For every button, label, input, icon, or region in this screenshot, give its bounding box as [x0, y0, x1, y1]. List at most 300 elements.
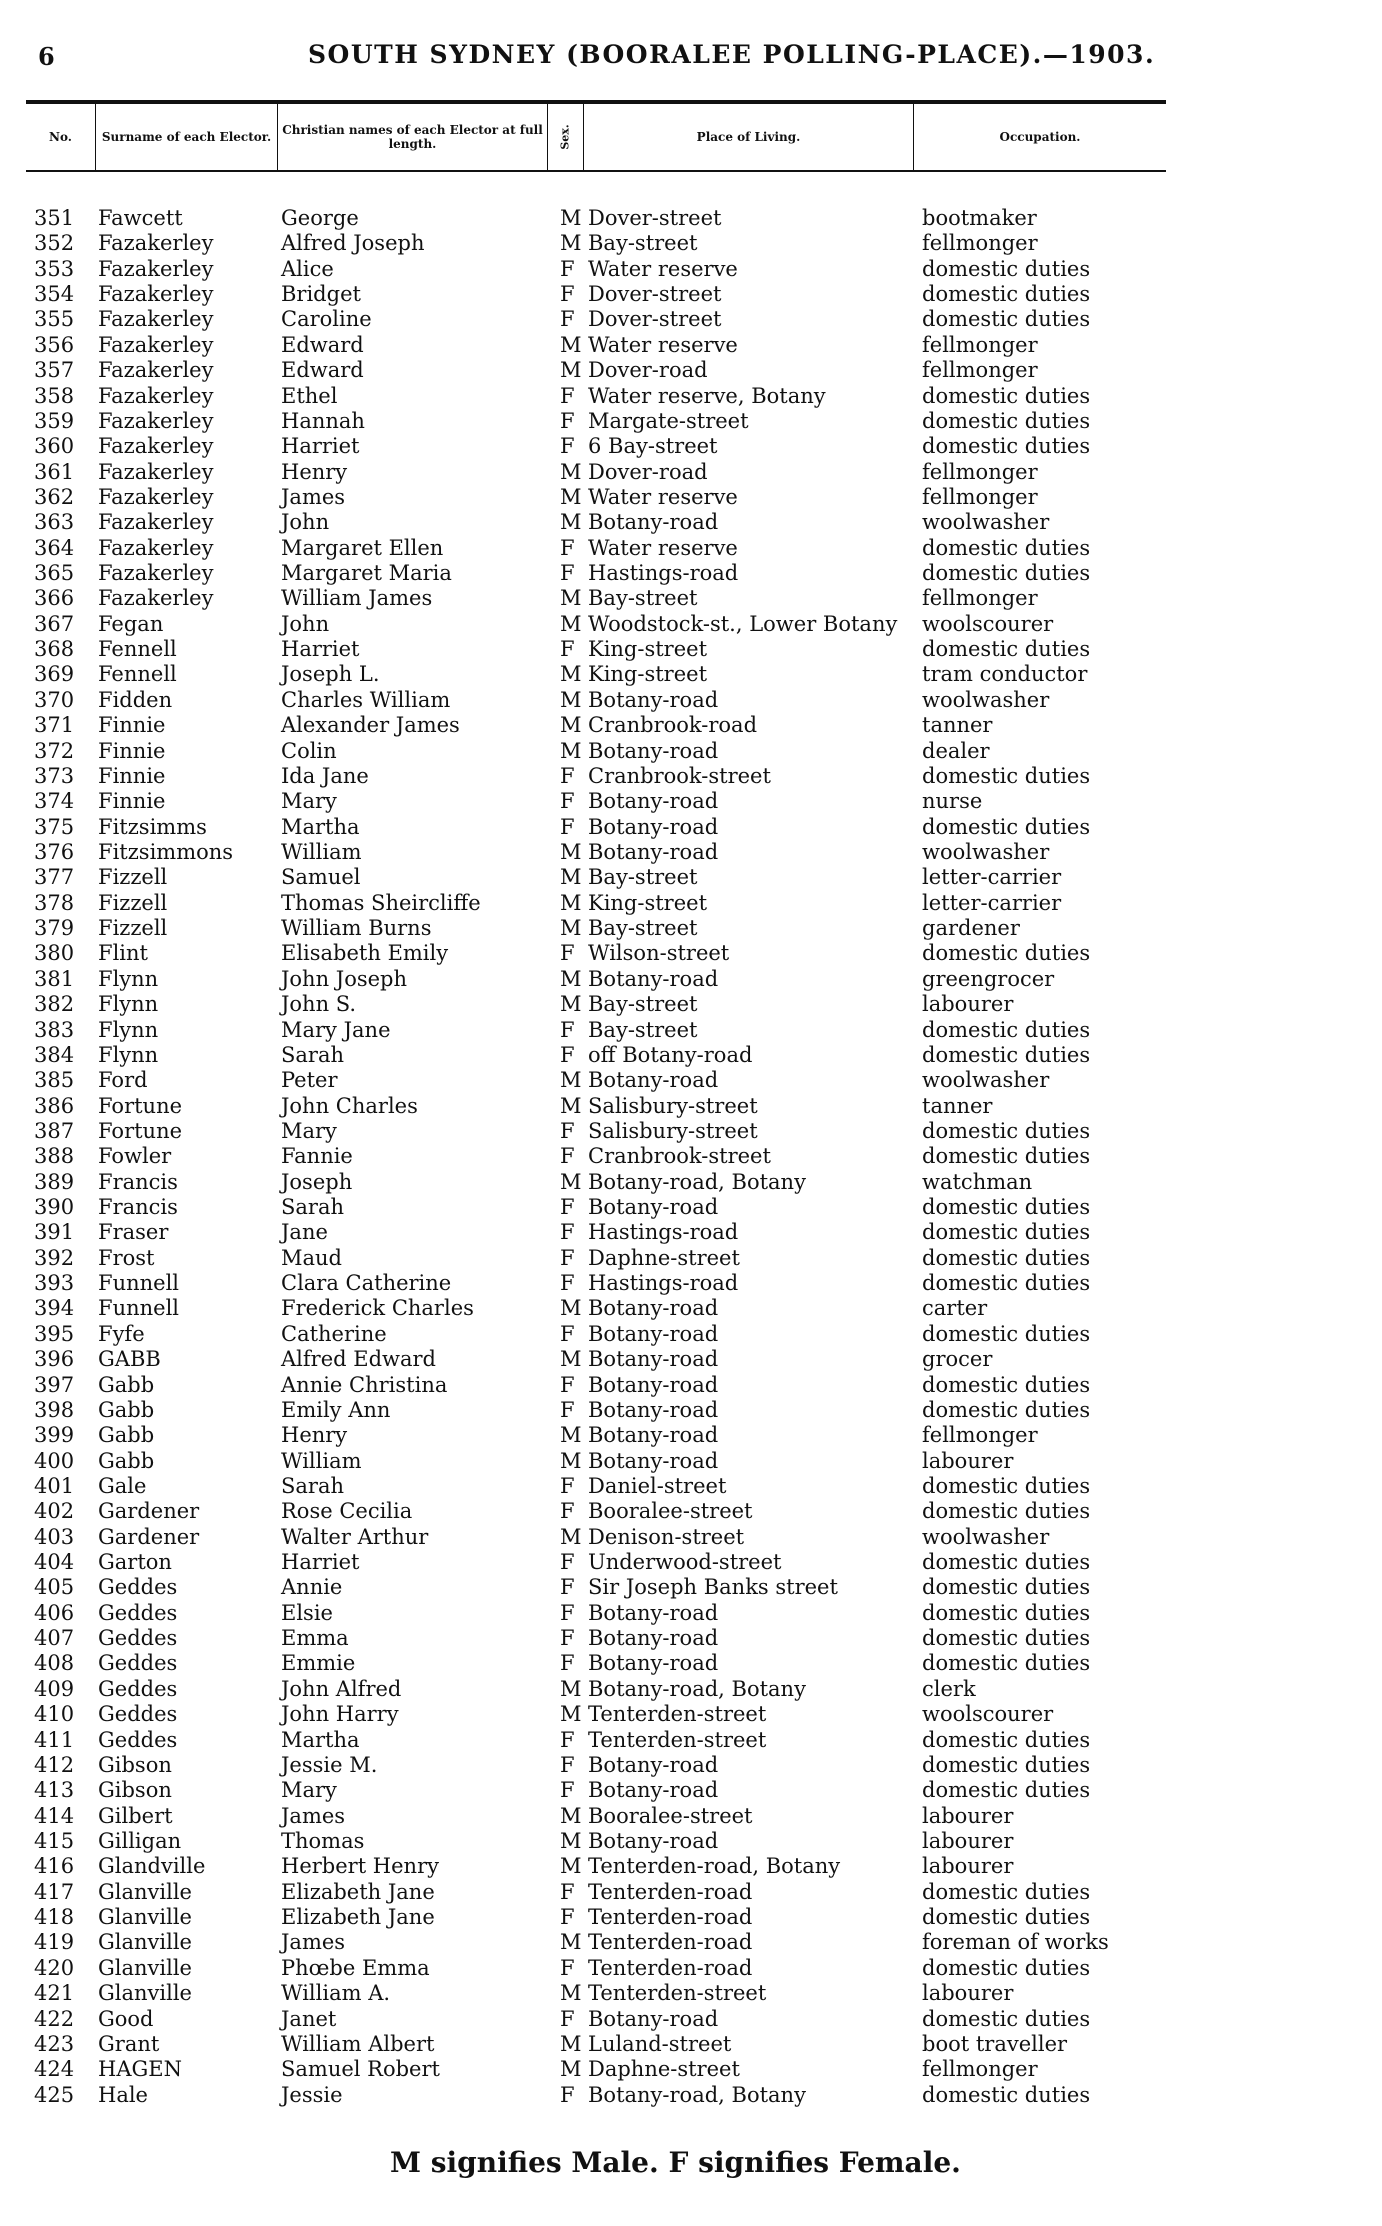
- elector-place-of-living: Hastings-road: [588, 1220, 739, 1245]
- elector-sex: M: [560, 484, 582, 509]
- elector-occupation: woolwasher: [922, 1524, 1050, 1549]
- elector-sex: M: [560, 890, 582, 915]
- table-row: [0, 1322, 1382, 1347]
- elector-place-of-living: Botany-road: [588, 839, 719, 864]
- elector-christian-names: Charles William: [281, 687, 451, 712]
- elector-number: 372: [34, 738, 75, 763]
- elector-surname: Fowler: [98, 1144, 172, 1169]
- header-col-occupation: [914, 104, 1166, 170]
- elector-sex: F: [560, 1473, 575, 1498]
- elector-place-of-living: Booralee-street: [588, 1499, 753, 1524]
- elector-christian-names: Rose Cecilia: [281, 1499, 413, 1524]
- elector-sex: M: [560, 916, 582, 941]
- elector-place-of-living: Tenterden-road: [588, 1955, 753, 1980]
- elector-occupation: domestic duties: [922, 1195, 1091, 1220]
- elector-sex: M: [560, 1803, 582, 1828]
- elector-sex: M: [560, 1296, 582, 1321]
- elector-place-of-living: Dover-street: [588, 307, 722, 332]
- table-row: [0, 510, 1382, 535]
- elector-number: 378: [34, 890, 75, 915]
- elector-surname: Fortune: [98, 1118, 183, 1143]
- elector-occupation: domestic duties: [922, 535, 1091, 560]
- elector-sex: F: [560, 1905, 575, 1930]
- elector-place-of-living: Cranbrook-road: [588, 713, 758, 738]
- header-no-label: No.: [49, 130, 72, 144]
- elector-surname: HAGEN: [98, 2057, 182, 2082]
- elector-sex: F: [560, 535, 575, 560]
- elector-christian-names: Emily Ann: [281, 1397, 391, 1422]
- elector-place-of-living: Botany-road: [588, 1626, 719, 1651]
- table-row: [0, 1550, 1382, 1575]
- elector-surname: Grant: [98, 2031, 160, 2056]
- elector-christian-names: James: [281, 1930, 346, 1955]
- elector-number: 386: [34, 1093, 75, 1118]
- header-place-label: Place of Living.: [696, 130, 801, 144]
- table-row: [0, 1956, 1382, 1981]
- elector-number: 354: [34, 282, 75, 307]
- table-row: [0, 206, 1382, 231]
- elector-occupation: domestic duties: [922, 941, 1091, 966]
- elector-sex: M: [560, 1702, 582, 1727]
- elector-christian-names: John: [281, 510, 330, 535]
- table-row: [0, 941, 1382, 966]
- elector-number: 405: [34, 1575, 75, 1600]
- elector-occupation: woolwasher: [922, 839, 1050, 864]
- table-row: [0, 891, 1382, 916]
- elector-christian-names: Clara Catherine: [281, 1271, 452, 1296]
- elector-christian-names: Mary: [281, 1778, 337, 1803]
- elector-place-of-living: Water reserve: [588, 332, 738, 357]
- header-rule-bottom: [26, 170, 1166, 172]
- elector-christian-names: Mary: [281, 1118, 337, 1143]
- elector-sex: F: [560, 763, 575, 788]
- elector-place-of-living: Tenterden-road: [588, 1905, 753, 1930]
- table-row: [0, 840, 1382, 865]
- elector-surname: Glanville: [98, 1879, 192, 1904]
- elector-place-of-living: Bay-street: [588, 916, 698, 941]
- table-row: [0, 865, 1382, 890]
- table-row: [0, 789, 1382, 814]
- elector-occupation: greengrocer: [922, 966, 1055, 991]
- elector-number: 412: [34, 1752, 75, 1777]
- table-row: [0, 2083, 1382, 2108]
- table-row: [0, 1068, 1382, 1093]
- elector-occupation: fellmonger: [922, 332, 1038, 357]
- elector-place-of-living: Daniel-street: [588, 1473, 727, 1498]
- elector-surname: Fazakerley: [98, 307, 214, 332]
- elector-occupation: domestic duties: [922, 256, 1091, 281]
- table-row: [0, 1296, 1382, 1321]
- elector-surname: Glanville: [98, 1955, 192, 1980]
- elector-christian-names: Janet: [281, 2006, 337, 2031]
- elector-surname: Finnie: [98, 713, 166, 738]
- elector-surname: GABB: [98, 1347, 161, 1372]
- table-row: [0, 586, 1382, 611]
- elector-number: 397: [34, 1372, 75, 1397]
- elector-occupation: domestic duties: [922, 1955, 1091, 1980]
- elector-surname: Fazakerley: [98, 332, 214, 357]
- table-row: [0, 536, 1382, 561]
- elector-occupation: domestic duties: [922, 1144, 1091, 1169]
- table-row: [0, 1246, 1382, 1271]
- elector-christian-names: William: [281, 1448, 362, 1473]
- elector-sex: F: [560, 1600, 575, 1625]
- elector-christian-names: Margaret Ellen: [281, 535, 444, 560]
- elector-sex: F: [560, 408, 575, 433]
- elector-number: 363: [34, 510, 75, 535]
- elector-number: 366: [34, 586, 75, 611]
- elector-place-of-living: Luland-street: [588, 2031, 732, 2056]
- elector-surname: Fazakerley: [98, 434, 214, 459]
- table-row: [0, 1170, 1382, 1195]
- elector-sex: M: [560, 586, 582, 611]
- elector-sex: M: [560, 1093, 582, 1118]
- elector-surname: Fazakerley: [98, 231, 214, 256]
- elector-occupation: domestic duties: [922, 1118, 1091, 1143]
- elector-number: 360: [34, 434, 75, 459]
- elector-number: 369: [34, 662, 75, 687]
- elector-surname: Fortune: [98, 1093, 183, 1118]
- elector-surname: Fazakerley: [98, 561, 214, 586]
- elector-surname: Glanville: [98, 1905, 192, 1930]
- elector-number: 356: [34, 332, 75, 357]
- elector-place-of-living: Tenterden-street: [588, 1727, 767, 1752]
- table-row: [0, 1499, 1382, 1524]
- elector-occupation: domestic duties: [922, 1245, 1091, 1270]
- elector-christian-names: John Alfred: [281, 1676, 402, 1701]
- elector-christian-names: James: [281, 1803, 346, 1828]
- table-row: [0, 1728, 1382, 1753]
- elector-occupation: labourer: [922, 1854, 1014, 1879]
- elector-surname: Flint: [98, 941, 148, 966]
- table-row: [0, 1930, 1382, 1955]
- elector-christian-names: Maud: [281, 1245, 342, 1270]
- elector-number: 420: [34, 1955, 75, 1980]
- elector-place-of-living: Botany-road: [588, 1372, 719, 1397]
- table-row: [0, 1880, 1382, 1905]
- table-row: [0, 662, 1382, 687]
- elector-sex: F: [560, 941, 575, 966]
- elector-surname: Glanville: [98, 1981, 192, 2006]
- elector-occupation: domestic duties: [922, 1372, 1091, 1397]
- elector-surname: Fazakerley: [98, 383, 214, 408]
- elector-christian-names: Thomas: [281, 1829, 365, 1853]
- elector-place-of-living: Botany-road: [588, 1068, 719, 1093]
- elector-occupation: carter: [922, 1296, 988, 1321]
- elector-occupation: fellmonger: [922, 2057, 1038, 2082]
- elector-number: 422: [34, 2006, 75, 2031]
- elector-occupation: domestic duties: [922, 1752, 1091, 1777]
- elector-number: 367: [34, 611, 75, 636]
- elector-sex: M: [560, 459, 582, 484]
- elector-sex: F: [560, 1879, 575, 1904]
- elector-number: 401: [34, 1473, 75, 1498]
- elector-sex: F: [560, 1626, 575, 1651]
- elector-place-of-living: Booralee-street: [588, 1803, 753, 1828]
- elector-christian-names: George: [281, 206, 359, 230]
- elector-christian-names: William Burns: [281, 916, 432, 941]
- elector-occupation: tram conductor: [922, 662, 1088, 687]
- elector-surname: Finnie: [98, 763, 166, 788]
- header-col-sex: [548, 104, 584, 170]
- elector-occupation: domestic duties: [922, 408, 1091, 433]
- elector-occupation: domestic duties: [922, 763, 1091, 788]
- elector-surname: Gabb: [98, 1372, 155, 1397]
- elector-place-of-living: Botany-road: [588, 1778, 719, 1803]
- elector-occupation: domestic duties: [922, 282, 1091, 307]
- elector-surname: Fraser: [98, 1220, 169, 1245]
- elector-place-of-living: Botany-road: [588, 814, 719, 839]
- elector-place-of-living: 6 Bay-street: [588, 434, 718, 459]
- elector-place-of-living: Botany-road: [588, 1448, 719, 1473]
- elector-surname: Fizzell: [98, 890, 168, 915]
- elector-surname: Gabb: [98, 1397, 155, 1422]
- elector-surname: Fazakerley: [98, 586, 214, 611]
- elector-christian-names: Walter Arthur: [281, 1524, 429, 1549]
- elector-place-of-living: Daphne-street: [588, 1245, 740, 1270]
- elector-christian-names: Alfred Edward: [281, 1347, 436, 1372]
- elector-surname: Funnell: [98, 1296, 180, 1321]
- elector-christian-names: Peter: [281, 1068, 338, 1093]
- elector-christian-names: William: [281, 839, 362, 864]
- elector-christian-names: Harriet: [281, 637, 360, 662]
- elector-sex: M: [560, 1169, 582, 1194]
- elector-occupation: woolscourer: [922, 1702, 1054, 1727]
- elector-number: 359: [34, 408, 75, 433]
- elector-number: 371: [34, 713, 75, 738]
- elector-occupation: fellmonger: [922, 484, 1038, 509]
- electors-list: [0, 206, 1382, 2108]
- elector-christian-names: Jessie M.: [281, 1752, 378, 1777]
- elector-sex: M: [560, 1524, 582, 1549]
- elector-number: 368: [34, 637, 75, 662]
- elector-christian-names: Frederick Charles: [281, 1296, 474, 1321]
- elector-occupation: domestic duties: [922, 561, 1091, 586]
- elector-christian-names: Emmie: [281, 1651, 356, 1676]
- elector-christian-names: Harriet: [281, 434, 360, 459]
- elector-sex: F: [560, 1271, 575, 1296]
- elector-number: 419: [34, 1930, 75, 1955]
- elector-sex: M: [560, 510, 582, 535]
- elector-occupation: letter-carrier: [922, 865, 1062, 890]
- elector-number: 400: [34, 1448, 75, 1473]
- elector-number: 357: [34, 358, 75, 383]
- elector-occupation: domestic duties: [922, 307, 1091, 332]
- table-row: [0, 434, 1382, 459]
- elector-christian-names: Ethel: [281, 383, 338, 408]
- elector-number: 370: [34, 687, 75, 712]
- elector-christian-names: Samuel Robert: [281, 2057, 440, 2082]
- elector-place-of-living: Botany-road: [588, 1829, 719, 1853]
- elector-place-of-living: Tenterden-street: [588, 1702, 767, 1727]
- elector-place-of-living: Botany-road: [588, 1397, 719, 1422]
- elector-sex: F: [560, 1321, 575, 1346]
- header-col-surname: [96, 104, 278, 170]
- elector-occupation: domestic duties: [922, 2006, 1091, 2031]
- elector-place-of-living: Salisbury-street: [588, 1093, 758, 1118]
- elector-number: 388: [34, 1144, 75, 1169]
- elector-number: 394: [34, 1296, 75, 1321]
- table-row: [0, 1474, 1382, 1499]
- elector-surname: Flynn: [98, 992, 159, 1017]
- elector-surname: Gilligan: [98, 1829, 182, 1853]
- elector-sex: F: [560, 1144, 575, 1169]
- table-row: [0, 1423, 1382, 1448]
- elector-christian-names: Alice: [281, 256, 334, 281]
- elector-number: 425: [34, 2082, 75, 2107]
- elector-place-of-living: King-street: [588, 890, 708, 915]
- elector-number: 390: [34, 1195, 75, 1220]
- elector-occupation: woolscourer: [922, 611, 1054, 636]
- table-row: [0, 1018, 1382, 1043]
- elector-number: 364: [34, 535, 75, 560]
- elector-place-of-living: Bay-street: [588, 231, 698, 256]
- page-title: SOUTH SYDNEY (BOORALEE POLLING-PLACE).—1903.: [308, 40, 1156, 69]
- elector-number: 409: [34, 1676, 75, 1701]
- elector-number: 408: [34, 1651, 75, 1676]
- elector-surname: Funnell: [98, 1271, 180, 1296]
- elector-sex: F: [560, 1499, 575, 1524]
- elector-occupation: watchman: [922, 1169, 1033, 1194]
- elector-occupation: fellmonger: [922, 1423, 1038, 1448]
- elector-place-of-living: Dover-road: [588, 459, 708, 484]
- elector-sex: F: [560, 637, 575, 662]
- elector-number: 353: [34, 256, 75, 281]
- elector-sex: M: [560, 1676, 582, 1701]
- elector-sex: M: [560, 1347, 582, 1372]
- elector-surname: Gibson: [98, 1752, 172, 1777]
- table-row: [0, 1829, 1382, 1854]
- table-row: [0, 1575, 1382, 1600]
- elector-christian-names: Thomas Sheircliffe: [281, 890, 481, 915]
- elector-occupation: labourer: [922, 1829, 1014, 1853]
- elector-place-of-living: Water reserve: [588, 484, 738, 509]
- elector-occupation: fellmonger: [922, 459, 1038, 484]
- table-row: [0, 688, 1382, 713]
- elector-number: 365: [34, 561, 75, 586]
- elector-number: 404: [34, 1550, 75, 1575]
- elector-occupation: letter-carrier: [922, 890, 1062, 915]
- page-number: 6: [38, 42, 55, 71]
- table-row: [0, 307, 1382, 332]
- table-row: [0, 1905, 1382, 1930]
- elector-number: 387: [34, 1118, 75, 1143]
- elector-place-of-living: Dover-road: [588, 358, 708, 383]
- elector-surname: Good: [98, 2006, 154, 2031]
- elector-surname: Geddes: [98, 1575, 178, 1600]
- elector-surname: Glanville: [98, 1930, 192, 1955]
- elector-occupation: domestic duties: [922, 1727, 1091, 1752]
- elector-sex: F: [560, 256, 575, 281]
- elector-sex: M: [560, 992, 582, 1017]
- elector-number: 393: [34, 1271, 75, 1296]
- elector-surname: Gale: [98, 1473, 147, 1498]
- table-row: [0, 1854, 1382, 1879]
- table-row: [0, 282, 1382, 307]
- header-sex-label: Sex.: [558, 124, 572, 150]
- elector-occupation: nurse: [922, 789, 983, 814]
- elector-christian-names: Sarah: [281, 1042, 344, 1067]
- elector-place-of-living: Dover-street: [588, 206, 722, 230]
- elector-surname: Fitzsimms: [98, 814, 207, 839]
- elector-occupation: grocer: [922, 1347, 993, 1372]
- table-row: [0, 460, 1382, 485]
- elector-place-of-living: Salisbury-street: [588, 1118, 758, 1143]
- elector-place-of-living: Botany-road: [588, 510, 719, 535]
- elector-place-of-living: Botany-road: [588, 1321, 719, 1346]
- elector-christian-names: Alexander James: [281, 713, 460, 738]
- elector-christian-names: Sarah: [281, 1195, 344, 1220]
- elector-occupation: woolwasher: [922, 1068, 1050, 1093]
- table-row: [0, 1195, 1382, 1220]
- elector-surname: Geddes: [98, 1727, 178, 1752]
- elector-surname: Fizzell: [98, 865, 168, 890]
- elector-surname: Fazakerley: [98, 408, 214, 433]
- elector-christian-names: Mary: [281, 789, 337, 814]
- table-row: [0, 1651, 1382, 1676]
- elector-surname: Fazakerley: [98, 510, 214, 535]
- elector-number: 374: [34, 789, 75, 814]
- header-col-place: [584, 104, 914, 170]
- elector-place-of-living: Botany-road: [588, 1600, 719, 1625]
- table-row: [0, 916, 1382, 941]
- elector-place-of-living: Botany-road: [588, 2006, 719, 2031]
- elector-surname: Finnie: [98, 789, 166, 814]
- table-row: [0, 1347, 1382, 1372]
- elector-christian-names: Joseph L.: [281, 662, 380, 687]
- header-col-no: [26, 104, 96, 170]
- elector-number: 392: [34, 1245, 75, 1270]
- elector-sex: M: [560, 332, 582, 357]
- table-row: [0, 1398, 1382, 1423]
- elector-place-of-living: Botany-road, Botany: [588, 2082, 806, 2107]
- elector-surname: Gabb: [98, 1448, 155, 1473]
- elector-number: 413: [34, 1778, 75, 1803]
- elector-place-of-living: Botany-road: [588, 1195, 719, 1220]
- elector-occupation: domestic duties: [922, 1473, 1091, 1498]
- elector-number: 358: [34, 383, 75, 408]
- elector-christian-names: Elizabeth Jane: [281, 1905, 435, 1930]
- table-row: [0, 1119, 1382, 1144]
- elector-sex: F: [560, 1195, 575, 1220]
- elector-sex: F: [560, 1017, 575, 1042]
- elector-sex: M: [560, 687, 582, 712]
- elector-place-of-living: Bay-street: [588, 586, 698, 611]
- elector-number: 395: [34, 1321, 75, 1346]
- elector-number: 352: [34, 231, 75, 256]
- elector-sex: F: [560, 1245, 575, 1270]
- elector-sex: M: [560, 1423, 582, 1448]
- elector-christian-names: Elizabeth Jane: [281, 1879, 435, 1904]
- elector-surname: Fazakerley: [98, 282, 214, 307]
- elector-sex: M: [560, 966, 582, 991]
- elector-christian-names: John S.: [281, 992, 357, 1017]
- elector-sex: F: [560, 1372, 575, 1397]
- elector-surname: Fazakerley: [98, 358, 214, 383]
- elector-place-of-living: Bay-street: [588, 1017, 698, 1042]
- elector-sex: F: [560, 2082, 575, 2107]
- elector-surname: Fegan: [98, 611, 164, 636]
- elector-christian-names: Phœbe Emma: [281, 1955, 430, 1980]
- elector-occupation: fellmonger: [922, 231, 1038, 256]
- elector-sex: F: [560, 1778, 575, 1803]
- table-row: [0, 764, 1382, 789]
- table-row: [0, 612, 1382, 637]
- elector-sex: M: [560, 206, 582, 230]
- table-row: [0, 637, 1382, 662]
- table-row: [0, 2057, 1382, 2082]
- table-row: [0, 384, 1382, 409]
